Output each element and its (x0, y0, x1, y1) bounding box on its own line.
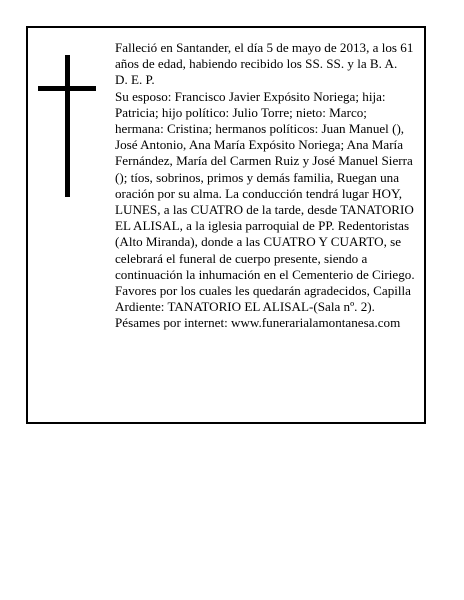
death-announcement: Falleció en Santander, el día 5 de mayo de 2013, a los 61 años de edad, habiendo recibido los SS. SS. y la B. A. (115, 40, 414, 72)
family-and-funeral-details: Su esposo: Francisco Javier Expósito Noriega; hija: Patricia; hijo político: Julio Torre; nieto: Marco; hermana: Cristina; hermanos políticos: Juan Manuel (), José Antonio, Ana María Expósito Noriega; Ana María Fernández, María del Carmen Ruiz y José Manuel Sierra (); tíos, sobrinos, primos y demás familia, Ruegan una oración por su alma. La conducción tendrá lugar HOY, LUNES, a las CUATRO de la tarde, desde TANATORIO EL ALISAL, a la iglesia parroquial de PP. Redentoristas (Alto Miranda), donde a las CUATRO Y CUARTO, se celebrará el funeral de cuerpo presente, siendo a continuación la inhumación en el Cementerio de Ciriego. Favores por los cuales les quedarán agradecidos, Capilla Ardiente: TANATORIO EL ALISAL-(Sala nº. 2). (115, 88, 415, 315)
condolences-website: Pésames por internet: www.funerarialamontanesa.com (115, 315, 401, 331)
cross-horizontal-bar (38, 86, 96, 91)
obituary-notice (26, 26, 426, 424)
rip-line: D. E. P. (115, 72, 155, 88)
cross-icon (38, 55, 96, 197)
cross-vertical-bar (65, 55, 70, 197)
notice-text (115, 40, 415, 332)
